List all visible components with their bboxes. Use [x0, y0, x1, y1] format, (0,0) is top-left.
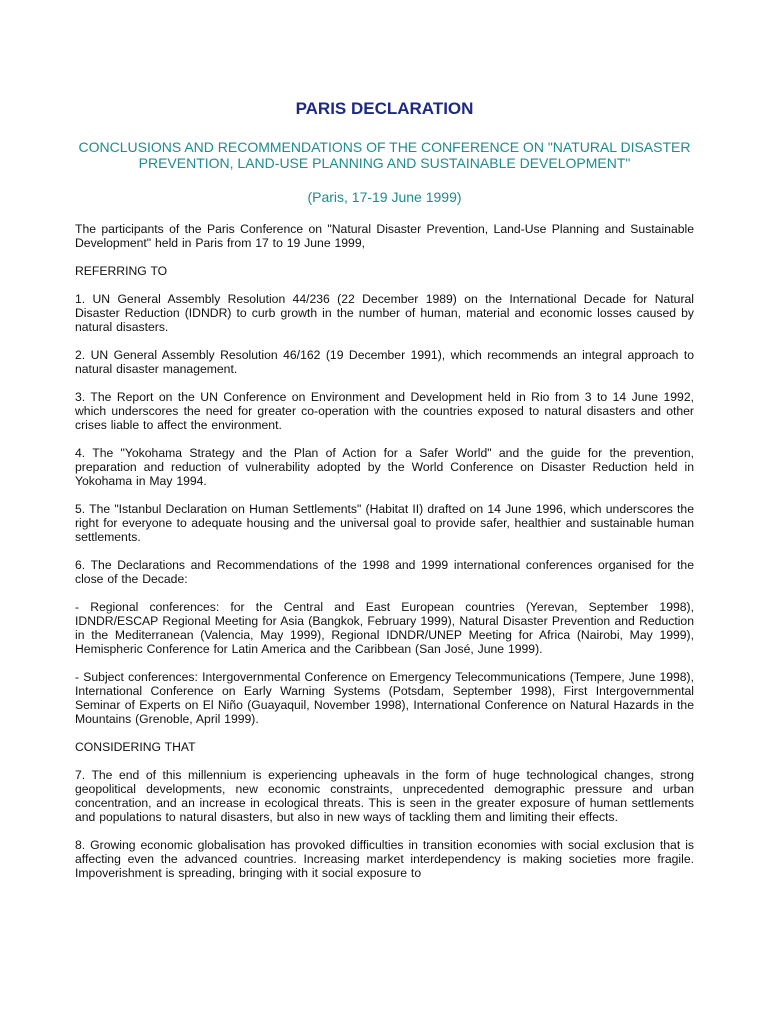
paragraph-8: 8. Growing economic globalisation has provoked difficulties in transition economies with social exclusion that is affecting even the advanced countries. Increasing market interdependency is making societies more fragile. Impoverishment is spreading, bringing with it social exposure to — [75, 838, 694, 880]
paragraph-3: 3. The Report on the UN Conference on Environment and Development held in Rio from 3 to 14 June 1992, which underscores the need for greater co-operation with the countries exposed to natural disasters and other crises liable to affect the environment. — [75, 390, 694, 432]
paragraph-intro: The participants of the Paris Conference on "Natural Disaster Prevention, Land-Use Planning and Sustainable Development" held in Paris from 17 to 19 June 1999, — [75, 222, 694, 250]
paragraph-4: 4. The "Yokohama Strategy and the Plan of Action for a Safer World" and the guide for the prevention, preparation and reduction of vulnerability adopted by the World Conference on Disaster Reduction held in Yokohama in May 1994. — [75, 446, 694, 488]
paragraph-1: 1. UN General Assembly Resolution 44/236 (22 December 1989) on the International Decade for Natural Disaster Reduction (IDNDR) to curb growth in the number of human, material and economic losses caused by natural disasters. — [75, 292, 694, 334]
paragraph-6: 6. The Declarations and Recommendations of the 1998 and 1999 international conferences organised for the close of the Decade: — [75, 558, 694, 586]
heading-referring-to: REFERRING TO — [75, 264, 168, 278]
paragraph-regional-conferences: - Regional conferences: for the Central and East European countries (Yerevan, September 1998), IDNDR/ESCAP Regional Meeting for Asia (Bangkok, February 1999), Natural Disaster Prevention and Reduction in the Mediterranean (Valencia, May 1999), Regional IDNDR/UNEP Meeting for Africa (Nairobi, May 1999), Hemispheric Conference for Latin America and the Caribbean (San José, June 1999). — [75, 600, 694, 656]
place-date: (Paris, 17-19 June 1999) — [307, 189, 462, 205]
heading-considering-that: CONSIDERING THAT — [75, 740, 196, 754]
paragraph-7: 7. The end of this millennium is experiencing upheavals in the form of huge technological changes, strong geopolitical developments, new economic constraints, unprecedented demographic pressure and urban concentration, and an increase in ecological threats. This is seen in the greater exposure of human settlements and populations to natural disasters, but also in new ways of tackling them and limiting their effects. — [75, 768, 694, 824]
document-title: PARIS DECLARATION — [295, 99, 474, 118]
paragraph-subject-conferences: - Subject conferences: Intergovernmental Conference on Emergency Telecommunications (Tempere, June 1998), International Conference on Early Warning Systems (Potsdam, September 1998), First Intergovernmental Seminar of Experts on El Niño (Guayaquil, November 1998), International Conference on Natural Hazards in the Mountains (Grenoble, April 1999). — [75, 670, 694, 726]
paragraph-2: 2. UN General Assembly Resolution 46/162 (19 December 1991), which recommends an integral approach to natural disaster management. — [75, 348, 694, 376]
document-subtitle: CONCLUSIONS AND RECOMMENDATIONS OF THE CONFERENCE ON "NATURAL DISASTER PREVENTION, LAND-USE PLANNING AND SUSTAINABLE DEVELOPMENT" — [78, 139, 691, 171]
paragraph-5: 5. The "Istanbul Declaration on Human Settlements" (Habitat II) drafted on 14 June 1996, which underscores the right for everyone to adequate housing and the universal goal to provide safer, healthier and sustainable human settlements. — [75, 502, 694, 544]
